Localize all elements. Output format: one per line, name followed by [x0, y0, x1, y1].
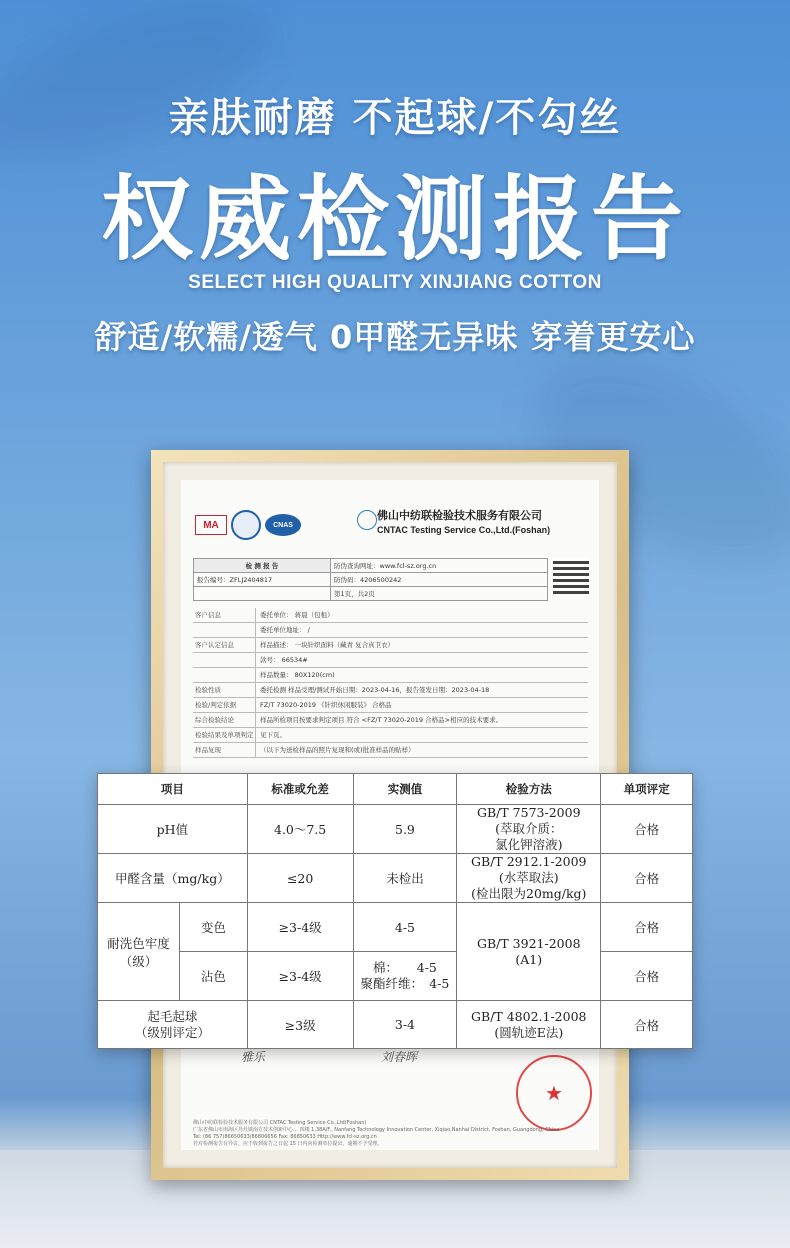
report-footer — [193, 1120, 593, 1148]
signature-reviewer: 刘春晖 — [381, 1050, 418, 1064]
table-row — [98, 952, 693, 1001]
doc-title: 检 测 报 告 — [194, 559, 331, 573]
info-row — [193, 743, 588, 758]
std-ph: 4.0～7.5 — [247, 805, 353, 854]
value-line: 聚酯纤维： 4-5 — [360, 976, 450, 991]
info-key: 检验性质 — [193, 683, 256, 697]
info-value: 委托单位地址： / — [260, 626, 310, 634]
info-row — [193, 623, 588, 638]
results-header-row — [98, 774, 693, 805]
info-row — [193, 653, 588, 668]
official-seal-stamp: ★ — [516, 1055, 592, 1131]
method-wash-fastness — [457, 903, 601, 1001]
std-formaldehyde: ≤20 — [247, 854, 353, 903]
info-value: 样品描述： 一块针织面料（藏青 复合真卫衣） — [260, 641, 395, 649]
header-result: 单项评定 — [601, 774, 693, 805]
method-line: (检出限为20mg/kg) — [471, 886, 587, 901]
method-formaldehyde — [457, 854, 601, 903]
report-info-rows — [193, 608, 588, 758]
company-name-en: CNTAC Testing Service Co.,Ltd.(Foshan) — [377, 525, 551, 535]
sub-item-staining: 沾色 — [179, 952, 247, 1001]
val-pilling: 3-4 — [353, 1001, 457, 1049]
item-wash-fastness — [98, 903, 180, 1001]
method-line: (圆轨迹E法) — [494, 1024, 564, 1040]
item-pilling — [98, 1001, 248, 1049]
footer-line: 广东省佛山市南海区丹灶镇南方技术创新中心… 四楼 1,38A/F., Nanfang Technology Innovation Center, Xiqiao,Nanhai District, Foshan, Guangdong, China — [193, 1127, 560, 1133]
cma-logo: MA — [195, 515, 227, 535]
info-row — [193, 728, 588, 743]
std-color-change: ≥3-4级 — [247, 903, 353, 952]
page-number: 第1页，共2页 — [331, 587, 548, 601]
method-line: GB/T 7573-2009 — [476, 805, 581, 820]
page-title: 权威检测报告 — [100, 166, 689, 273]
result-pilling: 合格 — [601, 1001, 693, 1049]
item-ph: pH值 — [98, 805, 248, 854]
method-line: (萃取介质： — [495, 821, 563, 836]
info-value: 款号： 66534# — [260, 656, 308, 664]
info-key: 客户信息 — [193, 608, 256, 622]
report-number-label: 报告编号： — [197, 576, 230, 584]
info-value: 委托检测 样品受理/测试开始日期：2023-04-16，报告签发日期：2023-04-18 — [260, 686, 490, 694]
english-tagline: SELECT HIGH QUALITY XINJIANG COTTON — [188, 272, 602, 293]
info-row — [193, 608, 588, 623]
header-standard: 标准或允差 — [247, 774, 353, 805]
info-row — [193, 698, 588, 713]
info-key: 综合检验结论 — [193, 713, 256, 727]
verify-site: 防伪查询网址：www.fcl-sz.org.cn — [331, 559, 548, 573]
info-value: 见下页。 — [260, 731, 286, 739]
info-value: 样品数量： 80X120(cm) — [260, 671, 335, 679]
result-ph: 合格 — [601, 805, 693, 854]
info-key — [193, 653, 256, 667]
test-results-table — [97, 773, 693, 1049]
info-value: 委托单位： 蒋晨（包租） — [260, 611, 334, 619]
std-staining: ≥3-4级 — [247, 952, 353, 1001]
header-item: 项目 — [98, 774, 248, 805]
val-staining — [353, 952, 457, 1001]
item-line: 起毛起球 — [147, 1008, 198, 1024]
item-line: （级别评定） — [134, 1024, 210, 1040]
result-formaldehyde: 合格 — [601, 854, 693, 903]
header-measured: 实测值 — [353, 774, 457, 805]
bottom-subtitle: 舒适/软糯/透气 0甲醛无异味 穿着更安心 — [94, 318, 696, 356]
sub-item-color-change: 变色 — [179, 903, 247, 952]
cmaf-logo — [231, 510, 261, 540]
footer-line: 佛山中纺联检验技术服务有限公司 CNTAC Testing Service Co.,Ltd(Foshan) — [193, 1120, 367, 1126]
table-row — [98, 854, 693, 903]
info-row — [193, 683, 588, 698]
method-line: GB/T 4802.1-2008 — [471, 1008, 587, 1024]
item-line: 耐洗色牢度 — [107, 935, 170, 951]
verify-code: 防伪码：4206500242 — [331, 573, 548, 587]
result-staining: 合格 — [601, 952, 693, 1001]
info-row — [193, 713, 588, 728]
result-color-change: 合格 — [601, 903, 693, 952]
table-row — [98, 1001, 693, 1049]
val-formaldehyde: 未检出 — [353, 854, 457, 903]
info-key: 检验/判定依据 — [193, 698, 256, 712]
report-header-table — [193, 558, 548, 601]
info-value: （以下为送检样品的照片复现和(或)批准样品的贴样） — [260, 746, 415, 754]
table-row — [98, 903, 693, 952]
blank-cell — [194, 587, 331, 601]
info-key: 样品复现 — [193, 743, 256, 757]
info-value: 样品所检项目按要求判定项目 符合 <FZ/T 73020-2019 合格品>相应的技术要求。 — [260, 716, 503, 724]
report-number-value: ZFLJ2404817 — [229, 576, 273, 584]
header-method: 检验方法 — [457, 774, 601, 805]
info-value: FZ/T 73020-2019 《针织休闲服装》 合格品 — [260, 701, 392, 709]
method-ph — [457, 805, 601, 854]
signature-approver: 雅乐 — [241, 1050, 266, 1064]
footer-line: 若对检测报告有异议，应于收到报告之日起 15 日内向检测单位提出，逾期不予受理。 — [193, 1141, 383, 1147]
method-line: GB/T 2912.1-2009 — [471, 854, 587, 869]
qr-code — [553, 558, 589, 594]
item-formaldehyde: 甲醛含量（mg/kg） — [98, 854, 248, 903]
value-line: 棉： 4-5 — [373, 960, 437, 975]
std-pilling: ≥3级 — [247, 1001, 353, 1049]
val-color-change: 4-5 — [353, 903, 457, 952]
certification-logos — [195, 510, 301, 540]
info-key: 检验结果及单项判定 — [193, 728, 256, 742]
item-line: （级） — [119, 953, 158, 969]
info-key: 客户认定信息 — [193, 638, 256, 652]
info-row — [193, 668, 588, 683]
top-subtitle: 亲肤耐磨 不起球/不勾丝 — [168, 95, 622, 141]
company-logo-icon — [357, 510, 377, 530]
info-key — [193, 668, 256, 682]
method-line: (水萃取法) — [498, 870, 559, 885]
method-line: (A1) — [515, 951, 543, 967]
table-row — [98, 805, 693, 854]
val-ph: 5.9 — [353, 805, 457, 854]
company-name-cn: 佛山中纺联检验技术服务有限公司 — [377, 509, 542, 522]
cnas-logo: CNAS — [265, 514, 301, 536]
footer-line: Tel: (86 757)86650633/86806656 Fax: 86850633 Http://www.fcl-sz.org.cn — [193, 1134, 377, 1140]
company-name — [377, 508, 550, 538]
report-number — [194, 573, 331, 587]
info-key — [193, 623, 256, 637]
method-pilling — [457, 1001, 601, 1049]
method-line: 氯化钾溶液) — [495, 837, 563, 852]
method-line: GB/T 3921-2008 — [476, 935, 581, 951]
info-row — [193, 638, 588, 653]
